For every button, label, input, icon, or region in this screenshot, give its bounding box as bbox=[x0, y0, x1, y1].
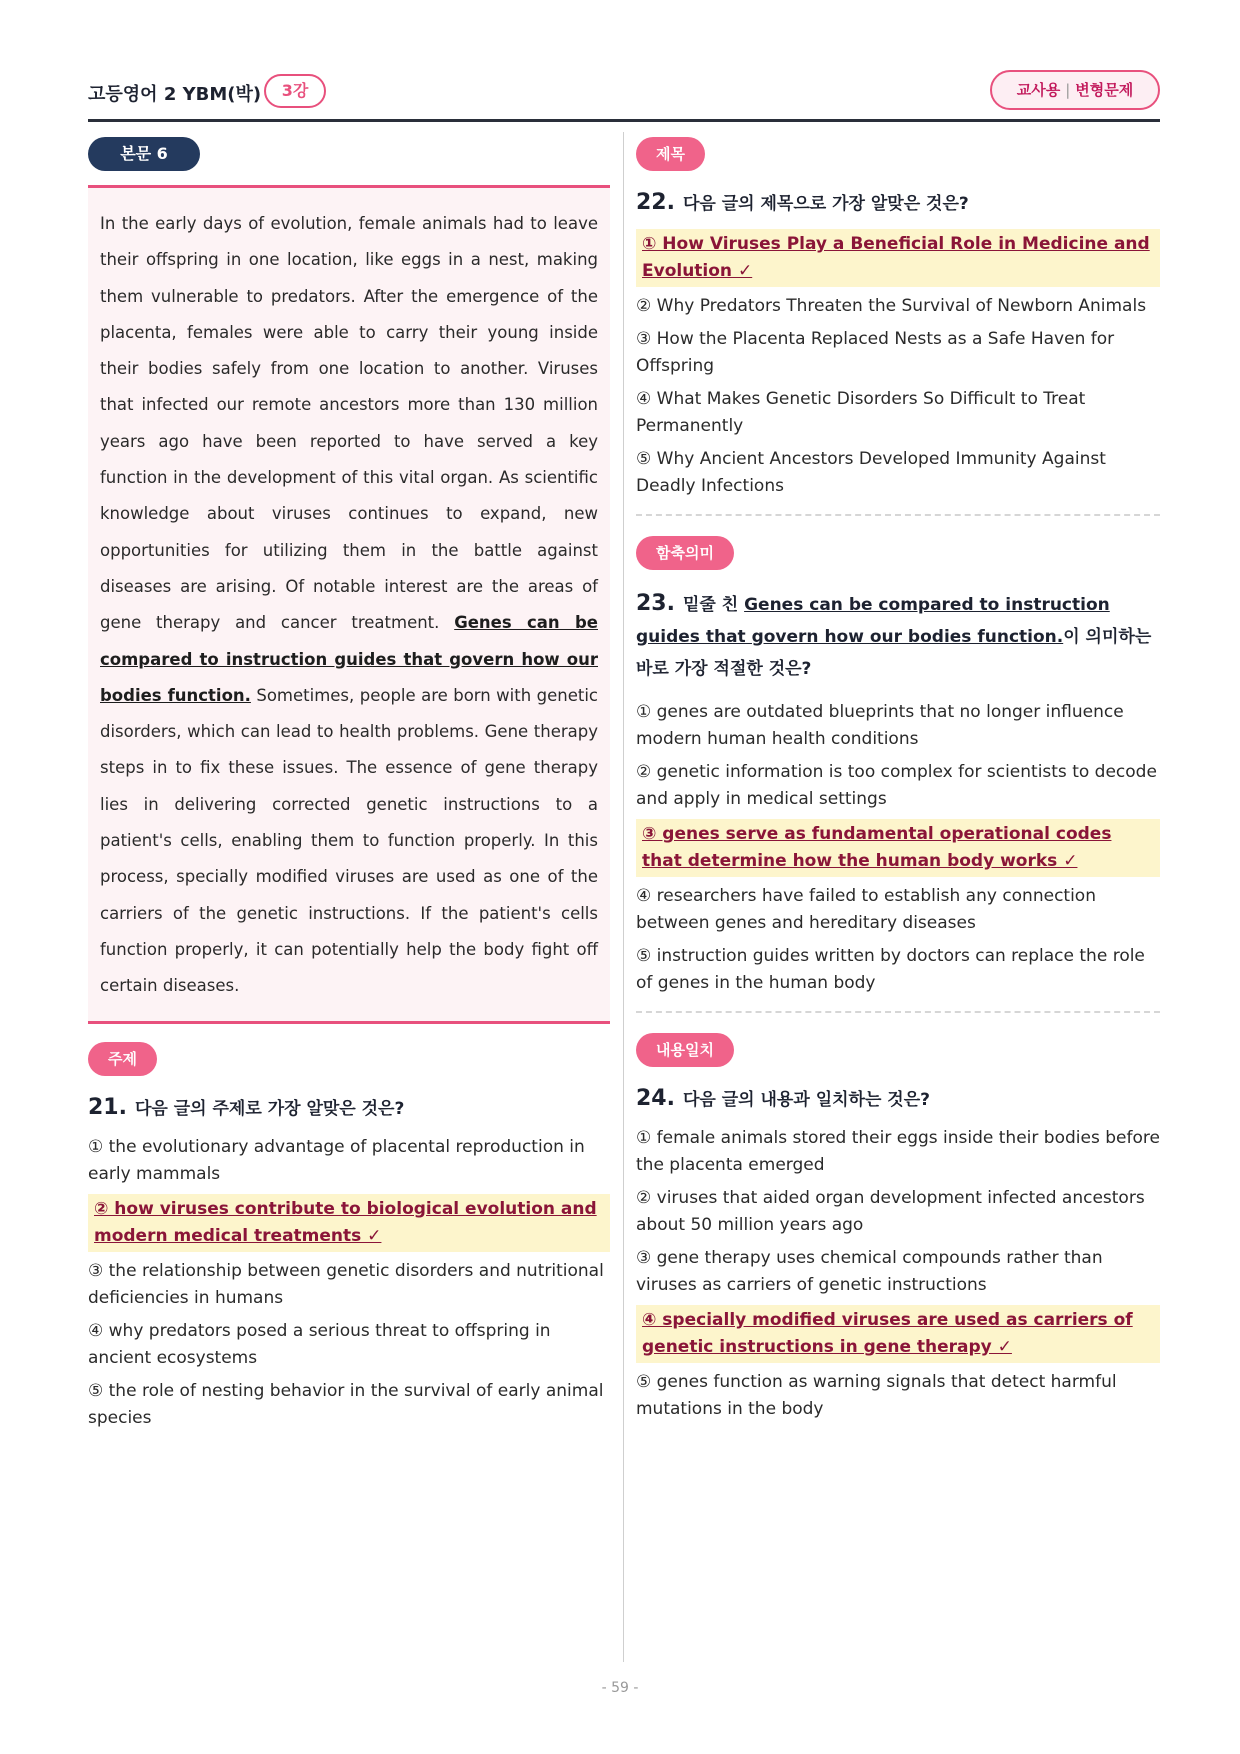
q22-options bbox=[636, 229, 1160, 500]
q24-option-3[interactable]: ③ gene therapy uses chemical compounds rather than viruses as carriers of genetic instructions bbox=[636, 1248, 1103, 1295]
q23-options bbox=[636, 699, 1160, 997]
q23-option-5[interactable]: ⑤ instruction guides written by doctors can replace the role of genes in the human body bbox=[636, 946, 1145, 993]
q22-title bbox=[636, 189, 1160, 215]
q24-question: 다음 글의 내용과 일치하는 것은? bbox=[682, 1090, 931, 1110]
q23-tag: 함축의미 bbox=[636, 536, 734, 570]
q24-options bbox=[636, 1125, 1160, 1423]
passage-box bbox=[88, 185, 610, 1024]
q24-option-4-answer[interactable]: ④ specially modified viruses are used as carriers of genetic instructions in gene therapy ✓ bbox=[636, 1305, 1160, 1363]
right-column bbox=[636, 137, 1160, 1429]
q22-option-5[interactable]: ⑤ Why Ancient Ancestors Developed Immunity Against Deadly Infections bbox=[636, 449, 1106, 496]
q22-option-4[interactable]: ④ What Makes Genetic Disorders So Difficult to Treat Permanently bbox=[636, 389, 1086, 436]
edition-type: 변형문제 bbox=[1075, 81, 1134, 99]
page-number: - 59 - bbox=[601, 1680, 639, 1696]
q24-number: 24. bbox=[636, 1086, 675, 1111]
edition-label: 교사용 bbox=[1016, 81, 1061, 99]
q23-option-4[interactable]: ④ researchers have failed to establish any connection between genes and hereditary diseases bbox=[636, 886, 1096, 933]
q21-option-2-answer[interactable]: ② how viruses contribute to biological evolution and modern medical treatments ✓ bbox=[88, 1194, 610, 1252]
q24-option-1[interactable]: ① female animals stored their eggs inside their bodies before the placenta emerged bbox=[636, 1128, 1160, 1175]
q22-number: 22. bbox=[636, 190, 675, 215]
q23-option-2[interactable]: ② genetic information is too complex for scientists to decode and apply in medical settings bbox=[636, 762, 1157, 809]
lesson-badge: 3강 bbox=[264, 74, 326, 108]
q21-tag: 주제 bbox=[88, 1042, 157, 1076]
q22-option-3[interactable]: ③ How the Placenta Replaced Nests as a Safe Haven for Offspring bbox=[636, 329, 1115, 376]
passage-text-before: In the early days of evolution, female animals had to leave their offspring in one location, like eggs in a nest, making them vulnerable to predators. After the emergence of the placenta, females were able to carry their young inside their bodies safely from one location to another. Viruses that infected our remote ancestors more than 130 million years ago have been reported to have served a key function in the development of this vital organ. As scientific knowledge about viruses continues to expand, new opportunities for utilizing them in the battle against diseases are arising. Of notable interest are the areas of gene therapy and cancer treatment. bbox=[100, 214, 598, 633]
q23-option-1[interactable]: ① genes are outdated blueprints that no longer influence modern human health conditions bbox=[636, 702, 1124, 749]
q24-option-5[interactable]: ⑤ genes function as warning signals that detect harmful mutations in the body bbox=[636, 1372, 1117, 1419]
q23-title bbox=[636, 588, 1160, 685]
page-header bbox=[88, 70, 1160, 122]
q23-number: 23. bbox=[636, 591, 675, 616]
q23-question-prefix: 밑줄 친 bbox=[682, 595, 745, 615]
q21-option-1[interactable]: ① the evolutionary advantage of placental reproduction in early mammals bbox=[88, 1136, 585, 1184]
q21-question: 다음 글의 주제로 가장 알맞은 것은? bbox=[134, 1098, 405, 1119]
q21-option-5[interactable]: ⑤ the role of nesting behavior in the survival of early animal species bbox=[88, 1380, 604, 1428]
left-column bbox=[88, 137, 610, 1438]
edition-badge bbox=[990, 70, 1160, 110]
q21-number: 21. bbox=[88, 1094, 127, 1120]
q23-question-suffix: 이 의미하는 바로 가장 적절한 것은? bbox=[636, 627, 1152, 679]
q21-title bbox=[88, 1094, 610, 1120]
passage-label: 본문 6 bbox=[88, 137, 200, 171]
q22-question: 다음 글의 제목으로 가장 알맞은 것은? bbox=[682, 194, 969, 214]
passage-text-after: Sometimes, people are born with genetic disorders, which can lead to health problems. Gene therapy steps in to fix these issues. The essence of gene therapy lies in delivering corrected genetic instructions to a patient's cells, enabling them to function properly. In this process, specially modified viruses are used as one of the carriers of the genetic instructions. If the patient's cells function properly, it can potentially help the body fight off certain diseases. bbox=[100, 685, 598, 996]
column-divider bbox=[623, 132, 624, 1662]
q22-tag: 제목 bbox=[636, 137, 705, 171]
q24-option-2[interactable]: ② viruses that aided organ development infected ancestors about 50 million years ago bbox=[636, 1188, 1145, 1235]
section-divider bbox=[636, 514, 1160, 516]
edition-separator: | bbox=[1065, 81, 1071, 99]
section-divider bbox=[636, 1011, 1160, 1013]
q24-tag: 내용일치 bbox=[636, 1033, 734, 1067]
q24-title bbox=[636, 1085, 1160, 1111]
q22-option-1-answer[interactable]: ① How Viruses Play a Beneficial Role in Medicine and Evolution ✓ bbox=[636, 229, 1160, 287]
q23-option-3-answer[interactable]: ③ genes serve as fundamental operational codes that determine how the human body works ✓ bbox=[636, 819, 1160, 877]
q21-options bbox=[88, 1134, 610, 1432]
q22-option-2[interactable]: ② Why Predators Threaten the Survival of Newborn Animals bbox=[636, 296, 1147, 316]
q21-option-4[interactable]: ④ why predators posed a serious threat to offspring in ancient ecosystems bbox=[88, 1320, 551, 1368]
textbook-title: 고등영어 2 YBM(박) bbox=[88, 84, 262, 105]
passage-underlined-sentence: Genes can be compared to instruction guides that govern how our bodies function. bbox=[100, 613, 598, 705]
q23-question-underlined: Genes can be compared to instruction guides that govern how our bodies function. bbox=[636, 595, 1110, 647]
q21-option-3[interactable]: ③ the relationship between genetic disorders and nutritional deficiencies in humans bbox=[88, 1260, 604, 1308]
